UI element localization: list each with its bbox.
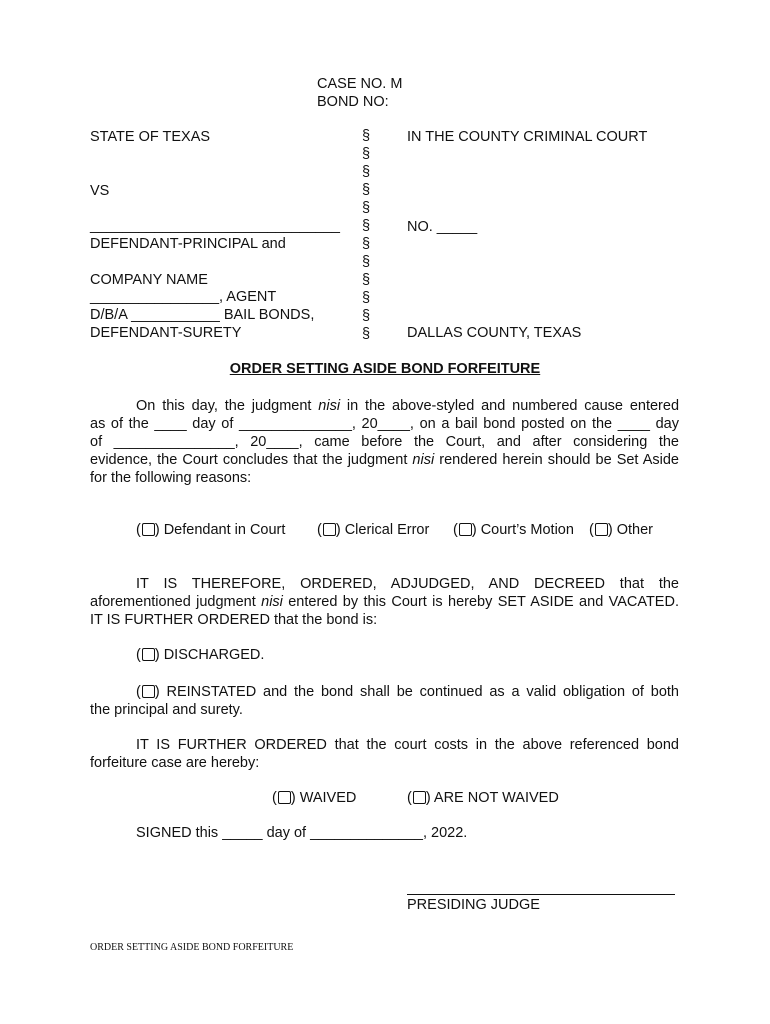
reinstated-line-2: the principal and surety. bbox=[90, 702, 243, 718]
section-symbol: § bbox=[361, 200, 371, 216]
checkbox-icon[interactable] bbox=[459, 523, 472, 536]
costs-line-1: IT IS FURTHER ORDERED that the court costs in the above referenced bond bbox=[136, 737, 679, 753]
section-symbol: § bbox=[361, 218, 371, 234]
caption-defendant-blank: _______________________________ bbox=[90, 218, 340, 234]
caption-defendant-surety: DEFENDANT-SURETY bbox=[90, 325, 242, 341]
section-symbol: § bbox=[361, 236, 371, 252]
option-discharged[interactable]: ( ) DISCHARGED. bbox=[136, 647, 265, 663]
ordered-line-3: IT IS FURTHER ORDERED that the bond is: bbox=[90, 612, 378, 628]
reinstated-line-1[interactable]: ( ) REINSTATED and the bond shall be continued as a valid obligation of both bbox=[136, 684, 679, 700]
caption-vs: VS bbox=[90, 183, 110, 199]
checkbox-icon[interactable] bbox=[142, 523, 155, 536]
checkbox-icon[interactable] bbox=[323, 523, 336, 536]
intro-paragraph bbox=[90, 397, 679, 487]
checkbox-icon[interactable] bbox=[142, 648, 155, 661]
caption-state: STATE OF TEXAS bbox=[90, 129, 211, 145]
reason-courts-motion[interactable]: ( ) Court’s Motion bbox=[453, 522, 574, 538]
section-symbol: § bbox=[361, 182, 371, 198]
caption-agent: ________________, AGENT bbox=[90, 289, 277, 305]
option-reinstated bbox=[90, 683, 679, 719]
checkbox-icon[interactable] bbox=[278, 791, 291, 804]
signed-line: SIGNED this _____ day of ______________, 2022. bbox=[136, 825, 468, 841]
intro-line-4: evidence, the Court concludes that the judgment nisi rendered herein should be Set Aside bbox=[90, 452, 679, 468]
costs-line-2: forfeiture case are hereby: bbox=[90, 755, 260, 771]
option-waived[interactable]: ( ) WAIVED bbox=[272, 790, 357, 806]
section-symbol: § bbox=[361, 308, 371, 324]
section-symbol: § bbox=[361, 290, 371, 306]
ordered-line-2: aforementioned judgment nisi entered by this Court is hereby SET ASIDE and VACATED. bbox=[90, 594, 679, 610]
intro-line-5: for the following reasons: bbox=[90, 470, 252, 486]
reason-clerical-error[interactable]: ( ) Clerical Error bbox=[317, 522, 430, 538]
intro-line-1: On this day, the judgment nisi in the above-styled and numbered cause entered bbox=[136, 398, 680, 414]
presiding-judge: PRESIDING JUDGE bbox=[407, 897, 540, 913]
checkbox-icon[interactable] bbox=[413, 791, 426, 804]
reason-other[interactable]: ( ) Other bbox=[589, 522, 653, 538]
order-title: ORDER SETTING ASIDE BOND FORFEITURE bbox=[229, 361, 541, 377]
costs-paragraph bbox=[90, 736, 679, 772]
intro-line-3: of _______________, 20____, came before the Court, and after considering the bbox=[90, 434, 679, 450]
caption-number: NO. _____ bbox=[407, 219, 478, 235]
checkbox-icon[interactable] bbox=[595, 523, 608, 536]
page-footer: ORDER SETTING ASIDE BOND FORFEITURE bbox=[90, 942, 294, 953]
option-not-waived[interactable]: ( ) ARE NOT WAIVED bbox=[407, 790, 559, 806]
section-symbol: § bbox=[361, 146, 371, 162]
caption-county: DALLAS COUNTY, TEXAS bbox=[407, 325, 582, 341]
caption-dba: D/B/A ___________ BAIL BONDS, bbox=[90, 307, 315, 323]
section-symbol: § bbox=[361, 128, 371, 144]
ordered-paragraph bbox=[90, 575, 679, 629]
caption-defendant-principal: DEFENDANT-PRINCIPAL and bbox=[90, 236, 286, 252]
caption-company-name: COMPANY NAME bbox=[90, 272, 208, 288]
section-symbol: § bbox=[361, 326, 371, 342]
reason-defendant-in-court[interactable]: ( ) Defendant in Court bbox=[136, 522, 286, 538]
section-symbol: § bbox=[361, 164, 371, 180]
case-number: CASE NO. M bbox=[317, 76, 403, 92]
section-symbol: § bbox=[361, 272, 371, 288]
signature-line bbox=[407, 894, 675, 895]
ordered-line-1: IT IS THEREFORE, ORDERED, ADJUDGED, AND DECREED that the bbox=[136, 576, 679, 592]
caption-court: IN THE COUNTY CRIMINAL COURT bbox=[407, 129, 648, 145]
section-symbol: § bbox=[361, 254, 371, 270]
checkbox-icon[interactable] bbox=[142, 685, 155, 698]
intro-line-2: as of the ____ day of ______________, 20____, on a bail bond posted on the ____ day bbox=[90, 416, 679, 432]
bond-number: BOND NO: bbox=[317, 94, 389, 110]
